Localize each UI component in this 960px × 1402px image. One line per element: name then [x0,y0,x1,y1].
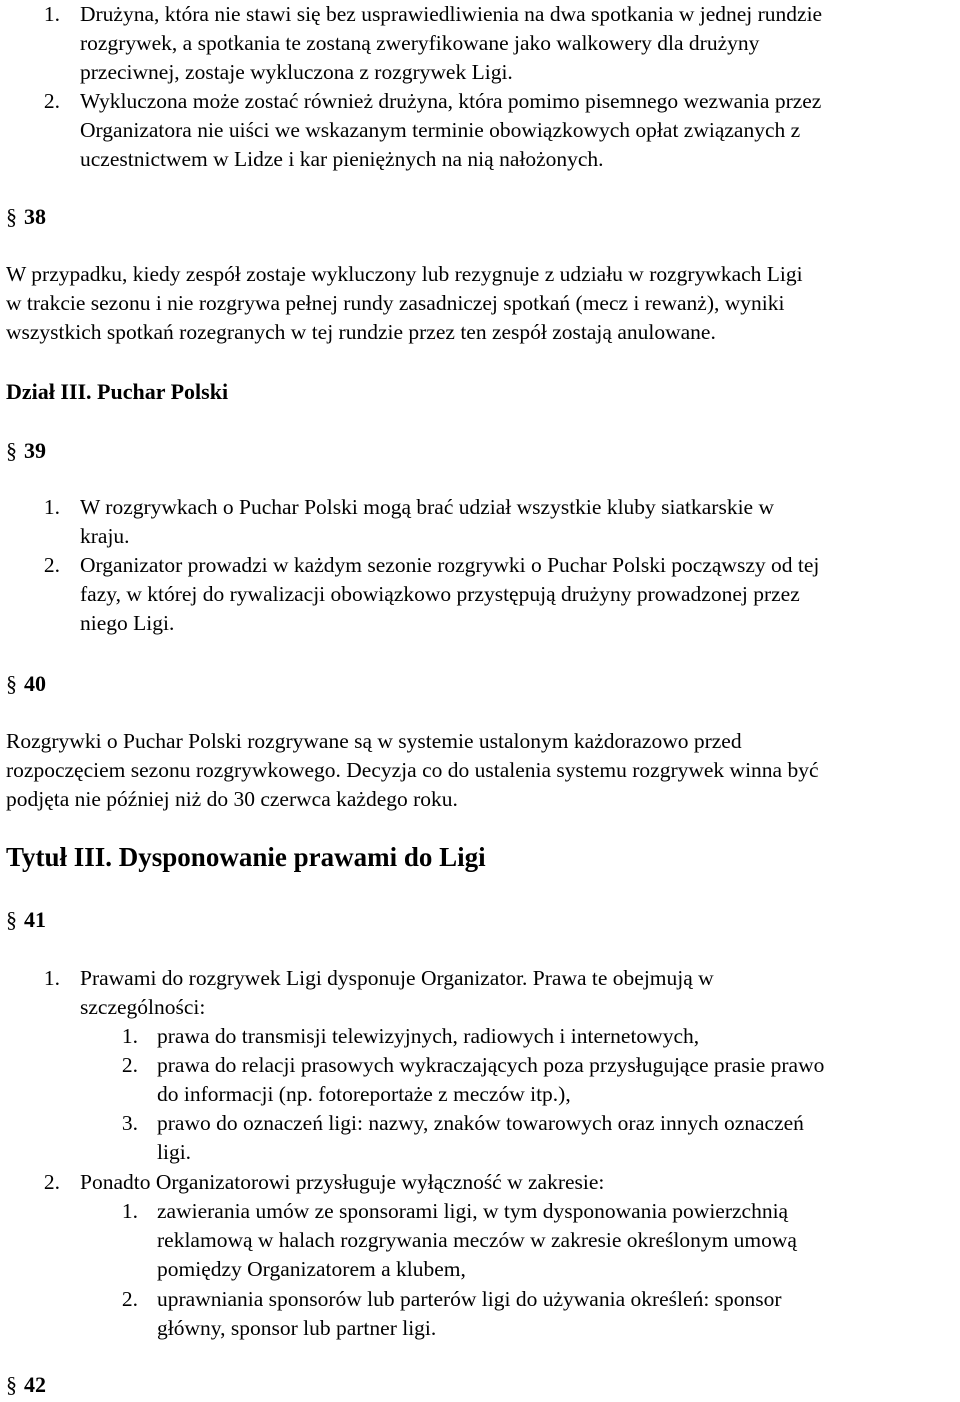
section-number: 42 [24,1372,46,1397]
text-line: do informacji (np. fotoreportaże z meczów itp.), [157,1082,571,1106]
section-number: 38 [24,204,46,229]
text-line: Ponadto Organizatorowi przysługuje wyłączność w zakresie: [80,1170,605,1194]
list-number: 2. [43,553,60,577]
section-39-heading [6,436,46,465]
text-line: Rozgrywki o Puchar Polski rozgrywane są w systemie ustalonym każdorazowo przed [6,729,742,753]
section-sign: § [6,1372,17,1397]
section-38-heading [6,202,46,231]
text-line: fazy, w której do rywalizacji obowiązkowo przystępują drużyny prowadzonej przez [80,582,800,606]
text-line: rozpoczęciem sezonu rozgrywkowego. Decyzja co do ustalenia systemu rozgrywek winna być [6,758,819,782]
sub-list-item-text [157,1197,947,1284]
sub-list-number: 1. [121,1024,138,1048]
list-number: 2. [43,1170,60,1194]
sub-list-item-text [157,1285,947,1343]
text-line: Drużyna, która nie stawi się bez usprawiedliwienia na dwa spotkania w jednej rundzie [80,2,823,26]
text-line: prawo do oznaczeń ligi: nazwy, znaków towarowych oraz innych oznaczeń [157,1111,804,1135]
paragraph-38 [6,260,956,347]
section-sign: § [6,907,17,932]
text-line: w trakcie sezonu i nie rozgrywa pełnej rundy zasadniczej spotkań (mecz i rewanż), wyniki [6,291,785,315]
list-item-text [80,1168,950,1197]
division-heading: Dział III. Puchar Polski [6,379,229,404]
section-number: 39 [24,438,46,463]
text-line: wszystkich spotkań rozegranych w tej rundzie przez ten zespół zostają anulowane. [6,320,716,344]
text-line: prawa do transmisji telewizyjnych, radiowych i internetowych, [157,1024,700,1048]
section-sign: § [6,204,17,229]
text-line: ligi. [157,1140,192,1164]
list-number: 1. [43,966,60,990]
text-line: niego Ligi. [80,611,175,635]
text-line: kraju. [80,524,130,548]
text-line: prawa do relacji prasowych wykraczających poza przysługujące prasie prawo [157,1053,825,1077]
sub-list-item-text [157,1022,947,1051]
text-line: rozgrywek, a spotkania te zostaną zweryfikowane jako walkowery dla drużyny [80,31,760,55]
sub-list-number: 2. [121,1053,138,1077]
text-line: uczestnictwem w Lidze i kar pieniężnych na nią nałożonych. [80,147,604,171]
text-line: główny, sponsor lub partner ligi. [157,1316,437,1340]
text-line: reklamową w halach rozgrywania meczów w zakresie określonym umową [157,1228,797,1252]
list-number: 1. [43,2,60,26]
section-41-heading [6,905,46,934]
sub-list-number: 3. [121,1111,138,1135]
text-line: uprawniania sponsorów lub parterów ligi do używania określeń: sponsor [157,1287,782,1311]
section-number: 40 [24,671,46,696]
text-line: zawierania umów ze sponsorami ligi, w tym dysponowania powierzchnią [157,1199,789,1223]
paragraph-40 [6,727,956,814]
section-sign: § [6,438,17,463]
section-number: 41 [24,907,46,932]
text-line: W przypadku, kiedy zespół zostaje wykluczony lub rezygnuje z udziału w rozgrywkach Ligi [6,262,803,286]
section-sign: § [6,671,17,696]
list-item-text [80,87,950,174]
text-line: Organizator prowadzi w każdym sezonie rozgrywki o Puchar Polski począwszy od tej [80,553,820,577]
text-line: Organizatora nie uiści we wskazanym terminie obowiązkowych opłat związanych z [80,118,801,142]
list-item-text [80,964,950,1022]
sub-list-number: 2. [121,1287,138,1311]
list-item-text [80,551,950,638]
text-line: pomiędzy Organizatorem a klubem, [157,1257,466,1281]
text-line: szczególności: [80,995,206,1019]
sub-list-item-text [157,1051,947,1109]
list-item-text [80,0,950,87]
text-line: przeciwnej, zostaje wykluczona z rozgrywek Ligi. [80,60,513,84]
list-number: 1. [43,495,60,519]
list-item-text [80,493,950,551]
text-line: podjęta nie później niż do 30 czerwca każdego roku. [6,787,458,811]
text-line: Prawami do rozgrywek Ligi dysponuje Organizator. Prawa te obejmują w [80,966,714,990]
section-42-heading [6,1370,46,1399]
text-line: W rozgrywkach o Puchar Polski mogą brać udział wszystkie kluby siatkarskie w [80,495,775,519]
sub-list-number: 1. [121,1199,138,1223]
section-40-heading [6,669,46,698]
text-line: Wykluczona może zostać również drużyna, która pomimo pisemnego wezwania przez [80,89,822,113]
sub-list-item-text [157,1109,947,1167]
list-number: 2. [43,89,60,113]
title-heading: Tytuł III. Dysponowanie prawami do Ligi [6,842,486,872]
